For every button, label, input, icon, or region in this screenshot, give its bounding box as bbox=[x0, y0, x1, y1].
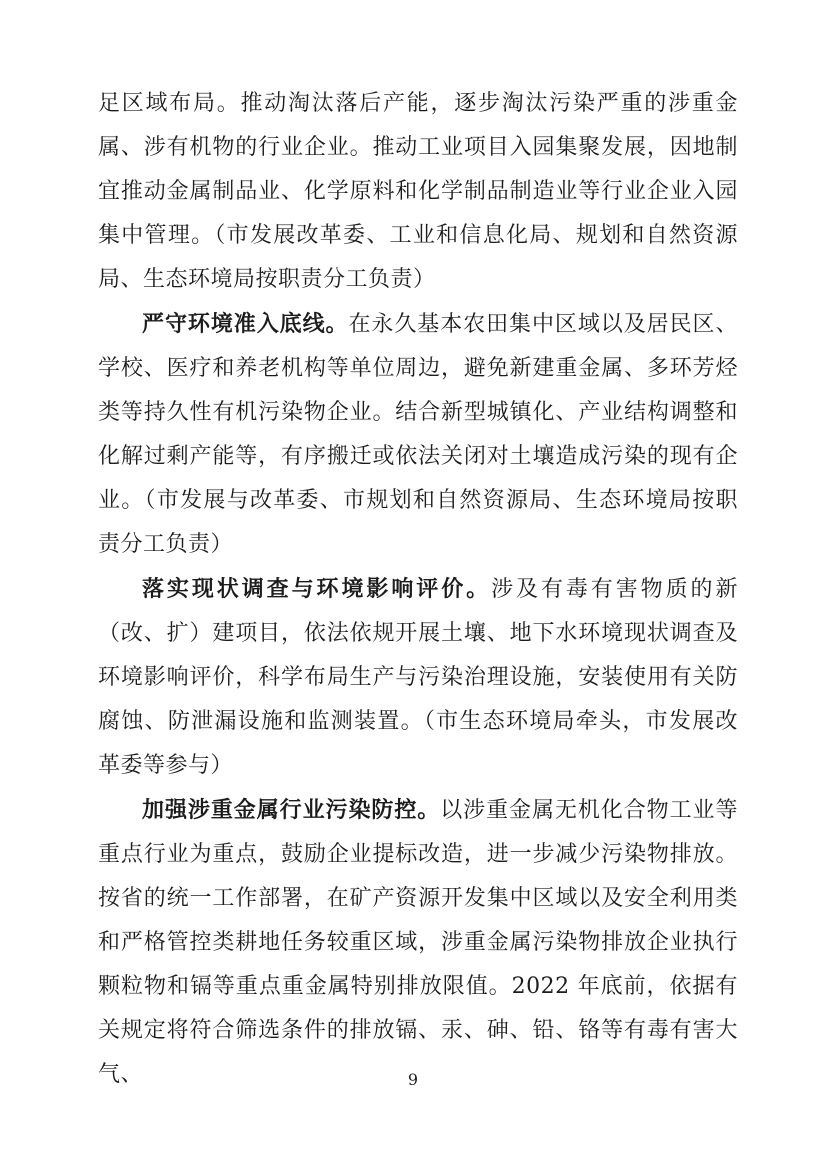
paragraph-lead: 落实现状调查与环境影响评价。 bbox=[142, 576, 492, 602]
page-number: 9 bbox=[407, 1070, 419, 1089]
paragraph-survey-eia bbox=[98, 567, 738, 788]
document-body bbox=[98, 82, 738, 1097]
paragraph-text: 在永久基本农田集中区域以及居民区、学校、医疗和养老机构等单位周边，避免新建重金属、多环芳烃类等持久性有机污染物企业。结合新型城镇化、产业结构调整和化解过剩产能等，有序搬迁或依法关闭对土壤造成污染的现有企业。（市发展与改革委、市规划和自然资源局、生态环境局按职责分工负责） bbox=[98, 312, 738, 557]
paragraph-env-access bbox=[98, 302, 738, 567]
paragraph-text: 以涉重金属无机化合物工业等重点行业为重点，鼓励企业提标改造，进一步减少污染物排放。按省的统一工作部署，在矿产资源开发集中区域以及安全利用类和严格管控类耕地任务较重区域，涉重金属污染物排放企业执行颗粒物和镉等重点重金属特别排放限值。2022 年底前，依据有关规定将符合筛选条件的排放镉、汞、砷、铅、铬等有毒有害大气、 bbox=[98, 798, 738, 1087]
paragraph-continuation bbox=[98, 82, 738, 302]
paragraph-text: 足区域布局。推动淘汰落后产能，逐步淘汰污染严重的涉重金属、涉有机物的行业企业。推动工业项目入园集聚发展，因地制宜推动金属制品业、化学原料和化学制品制造业等行业企业入园集中管理。（市发展改革委、工业和信息化局、规划和自然资源局、生态环境局按职责分工负责） bbox=[98, 91, 738, 292]
paragraph-lead: 加强涉重金属行业污染防控。 bbox=[142, 797, 441, 823]
paragraph-lead: 严守环境准入底线。 bbox=[142, 311, 349, 337]
paragraph-heavy-metal bbox=[98, 788, 738, 1097]
paragraph-text: 涉及有毒有害物质的新（改、扩）建项目，依法依规开展土壤、地下水环境现状调查及环境影响评价，科学布局生产与污染治理设施，安装使用有关防腐蚀、防泄漏设施和监测装置。（市生态环境局牵头，市发展改革委等参与） bbox=[98, 577, 738, 778]
